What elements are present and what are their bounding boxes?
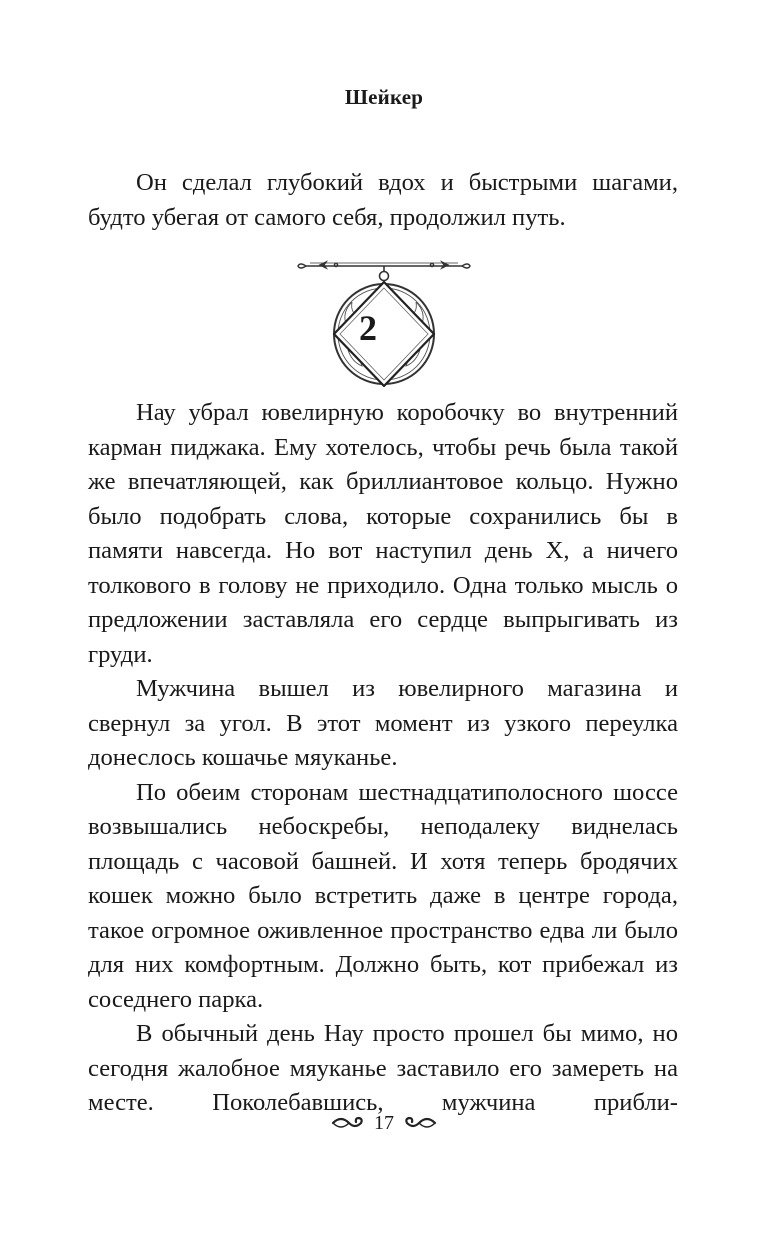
chapter-number: 2 xyxy=(359,308,377,348)
left-flourish-icon xyxy=(331,1114,367,1132)
page-footer xyxy=(0,1108,768,1137)
running-title: Шейкер xyxy=(344,85,424,109)
right-flourish-icon xyxy=(401,1114,437,1132)
paragraph: Мужчина вышел из ювелирного магазина и свернул за угол. В этот момент из узкого переулка донеслось кошачье мяуканье. xyxy=(88,675,678,771)
page-number: 17 xyxy=(374,1112,394,1135)
paragraph: В обычный день Нау просто прошел бы мимо, но сегодня жалобное мяуканье заставило его замереть на месте. Поколебавшись, мужчина прибли- xyxy=(88,1020,678,1116)
paragraph: Нау убрал ювелирную коробочку во внутренний карман пиджака. Ему хотелось, чтобы речь была такой же впечатляющей, как бриллиантовое кольцо. Нужно было подобрать слова, которые сохранились бы в памяти навсегда. Но вот наступил день Х, а ничего толкового в голову не приходило. Одна только мысль о предложении заставляла его сердце выпрыгивать из груди. xyxy=(88,399,678,668)
text-block-before-chapter xyxy=(88,166,678,235)
paragraph: Он сделал глубокий вдох и быстрыми шагами, будто убегая от самого себя, продолжил путь. xyxy=(88,169,678,231)
main-text-block xyxy=(88,396,678,1121)
paragraph: По обеим сторонам шестнадцатиполосного шоссе возвышались небоскребы, неподалеку виднелась площадь с часовой башней. И хотя теперь бродячих кошек можно было встретить даже в центре города, такое огромное оживленное пространство едва ли было для них комфортным. Должно быть, кот прибежал из соседнего парка. xyxy=(88,778,678,1013)
